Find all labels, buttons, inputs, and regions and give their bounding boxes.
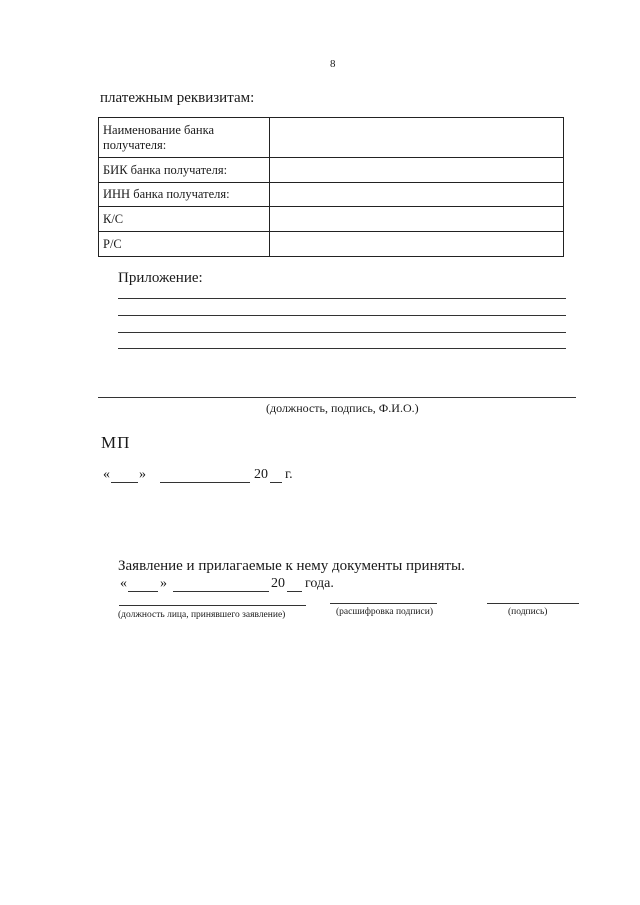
signature-caption-small: (подпись) xyxy=(508,607,548,617)
accept-date-year-blank[interactable] xyxy=(287,591,302,592)
bik-value[interactable] xyxy=(270,158,564,183)
accept-date-month-blank[interactable] xyxy=(173,591,269,592)
intro-text: платежным реквизитам: xyxy=(100,90,255,106)
appendix-line-3[interactable] xyxy=(118,332,566,333)
rs-value[interactable] xyxy=(270,232,564,257)
decoding-caption: (расшифровка подписи) xyxy=(336,607,433,617)
table-row xyxy=(99,232,564,257)
rs-label: Р/С xyxy=(99,232,270,257)
accept-date-year-suffix: года. xyxy=(305,576,334,591)
table-row xyxy=(99,207,564,232)
inn-value[interactable] xyxy=(270,183,564,207)
accepted-text: Заявление и прилагаемые к нему документы приняты. xyxy=(118,558,465,574)
bank-name-label: Наименование банка получателя: xyxy=(99,118,270,158)
date-close-quote: » xyxy=(139,467,146,482)
signature-field-line[interactable] xyxy=(487,603,579,604)
date-year-blank[interactable] xyxy=(270,482,282,483)
stamp-label: МП xyxy=(101,433,131,452)
accept-date-open-quote: « xyxy=(120,576,127,591)
page-number: 8 xyxy=(330,58,336,70)
appendix-line-4[interactable] xyxy=(118,348,566,349)
date-day-blank[interactable] xyxy=(111,482,138,483)
ks-label: К/С xyxy=(99,207,270,232)
date-month-blank[interactable] xyxy=(160,482,250,483)
appendix-label: Приложение: xyxy=(118,270,203,286)
bank-details-table xyxy=(98,117,564,257)
position-caption: (должность лица, принявшего заявление) xyxy=(118,610,286,620)
table-row xyxy=(99,183,564,207)
accept-date-year-prefix: 20 xyxy=(271,576,285,591)
bik-label: БИК банка получателя: xyxy=(99,158,270,183)
bank-name-value[interactable] xyxy=(270,118,564,158)
table-row xyxy=(99,158,564,183)
accept-date-close-quote: » xyxy=(160,576,167,591)
date-year-prefix: 20 xyxy=(254,467,268,482)
position-line[interactable] xyxy=(119,605,306,606)
accept-date-day-blank[interactable] xyxy=(128,591,158,592)
date-open-quote: « xyxy=(103,467,110,482)
appendix-line-1[interactable] xyxy=(118,298,566,299)
signature-line[interactable] xyxy=(98,397,576,398)
inn-label: ИНН банка получателя: xyxy=(99,183,270,207)
table-row xyxy=(99,118,564,158)
decoding-line[interactable] xyxy=(330,603,437,604)
appendix-line-2[interactable] xyxy=(118,315,566,316)
date-year-suffix: г. xyxy=(285,467,293,482)
ks-value[interactable] xyxy=(270,207,564,232)
signature-caption: (должность, подпись, Ф.И.О.) xyxy=(266,401,419,415)
